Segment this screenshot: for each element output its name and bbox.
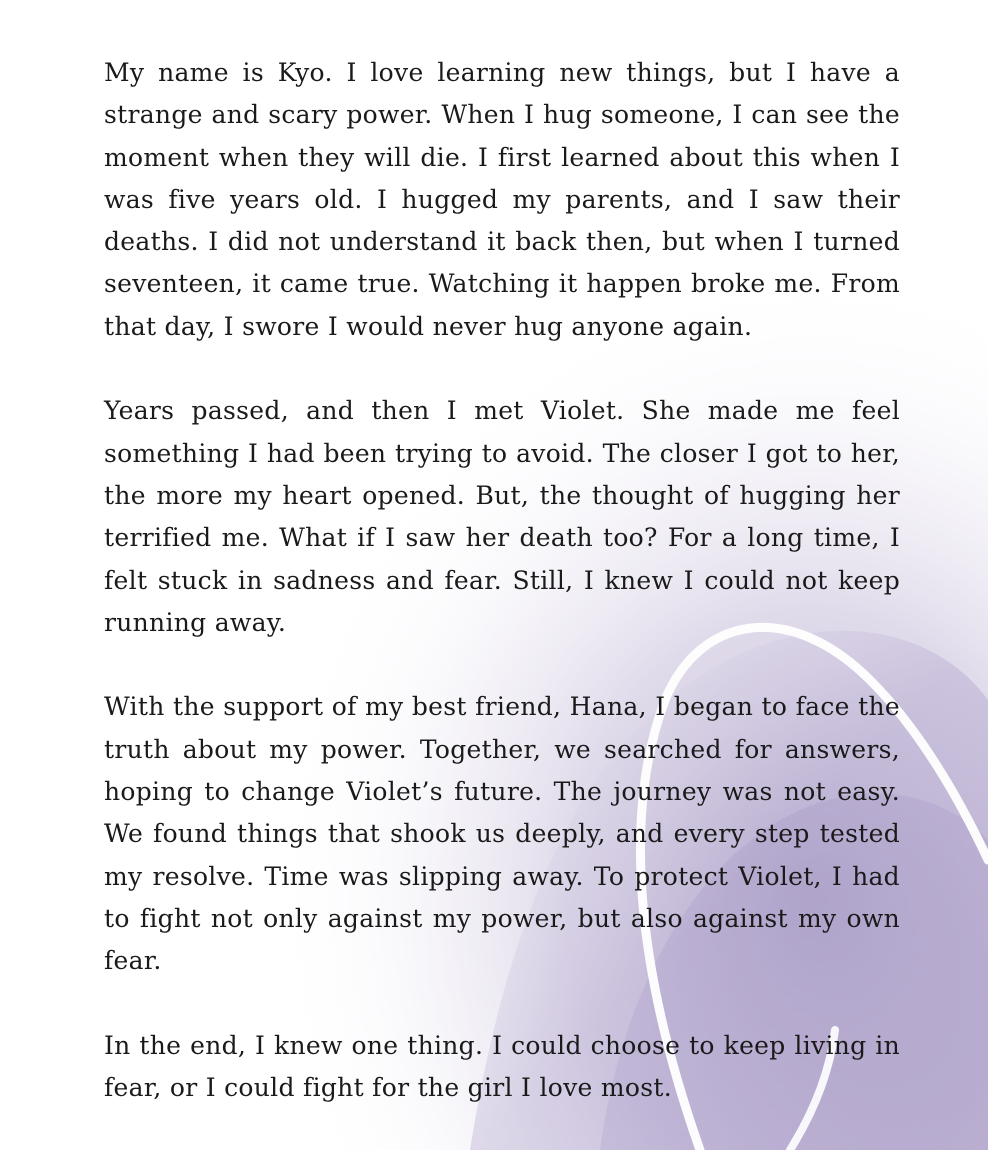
story-text — [104, 52, 900, 1109]
paragraph-4: In the end, I knew one thing. I could choose to keep living in fear, or I could fight for the girl I love most. — [104, 1030, 900, 1103]
paragraph-2: Years passed, and then I met Violet. She made me feel something I had been trying to avoid. The closer I got to her, the more my heart opened. But, the thought of hugging her terrified me. What if I saw her death too? For a long time, I felt stuck in sadness and fear. Still, I knew I could not keep running away. — [104, 396, 900, 637]
paragraph-1: My name is Kyo. I love learning new things, but I have a strange and scary power. When I hug someone, I can see the moment when they will die. I first learned about this when I was five years old. I hugged my parents, and I saw their deaths. I did not understand it back then, but when I turned seventeen, it came true. Watching it happen broke me. From that day, I swore I would never hug anyone again. — [104, 58, 900, 341]
paragraph-3: With the support of my best friend, Hana, I began to face the truth about my power. Together, we searched for answers, hoping to change Violet’s future. The journey was not easy. We found things that shook us deeply, and every step tested my resolve. Time was slipping away. To protect Violet, I had to fight not only against my power, but also against my own fear. — [104, 692, 900, 976]
